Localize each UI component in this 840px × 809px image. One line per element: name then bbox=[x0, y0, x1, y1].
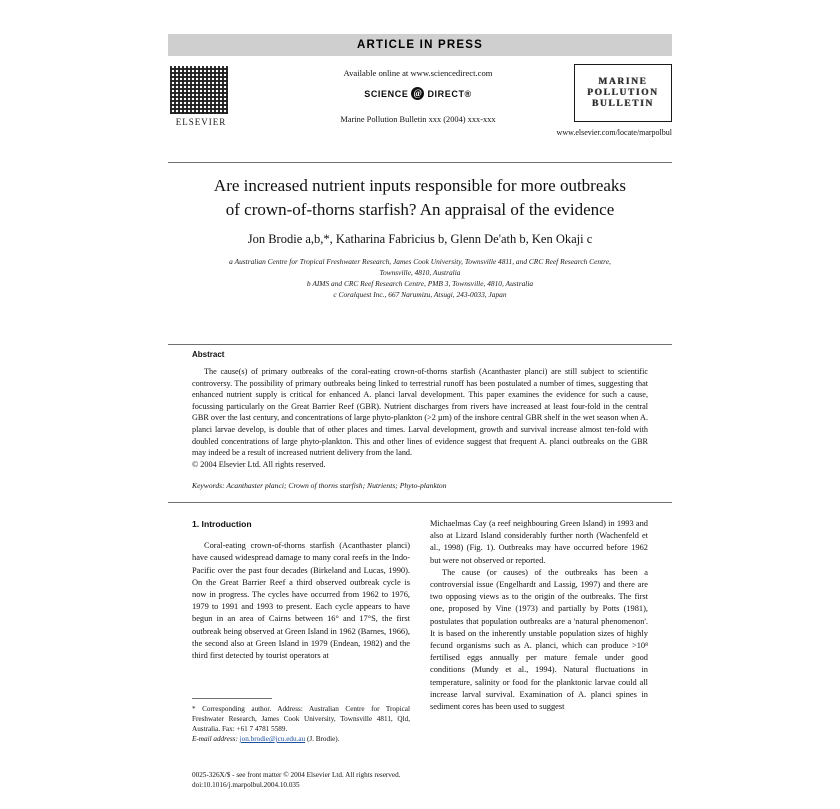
footnote-email-line bbox=[192, 734, 410, 744]
title-line-2: of crown-of-thorns starfish? An appraisal of the evidence bbox=[225, 200, 615, 219]
affiliation-b: b AIMS and CRC Reef Research Centre, PMB 3, Townsville, 4810, Australia bbox=[306, 279, 534, 288]
intro-paragraph-2: The cause (or causes) of the outbreaks has been a controversial issue (Engelhardt and Lassig, 1997) and there are two opposing views as to the origin of the outbreaks. The first one, proposed by Vine (1973) and partially by Potts (1981), postulates that population outbreaks are a 'natural phenomenon'. It is based on the inherently unstable population sizes of highly fecund organisms such as A. planci, which can produce >10⁸ fertilised eggs annually per mature female under good conditions (Mundy et al., 1994). Natural fluctuations in temperature, salinity or food for the planktonic larvae could all increase larval survival. Examination of A. planci spines in sediment cores has been used to suggest bbox=[430, 567, 648, 712]
corresponding-author-footnote bbox=[192, 704, 410, 744]
paper-page bbox=[168, 22, 672, 792]
elsevier-wordmark: ELSEVIER bbox=[175, 117, 227, 127]
available-online-text: Available online at www.sciencedirect.com bbox=[343, 68, 493, 78]
affiliation-a: a Australian Centre for Tropical Freshwater Research, James Cook University, Townsville 4811, and CRC Reef Research Centre, Townsville, 4810, Australia bbox=[229, 257, 611, 277]
column-right bbox=[430, 518, 648, 713]
journal-url: www.elsevier.com/locate/marpolbul bbox=[556, 128, 672, 137]
title-line-1: Are increased nutrient inputs responsible for more outbreaks bbox=[213, 176, 627, 195]
email-link[interactable]: jon.brodie@jcu.edu.au bbox=[239, 735, 306, 743]
logo-line-1: MARINE bbox=[598, 77, 648, 87]
journal-masthead bbox=[168, 62, 672, 154]
author-list: Jon Brodie a,b,*, Katharina Fabricius b, Glenn De'ath b, Ken Okaji c bbox=[247, 232, 593, 246]
at-symbol-icon: @ bbox=[411, 87, 424, 100]
article-in-press-label: ARTICLE IN PRESS bbox=[357, 39, 483, 51]
sciencedirect-word-science: SCIENCE bbox=[364, 88, 409, 99]
elsevier-logo bbox=[170, 66, 232, 132]
logo-line-2: POLLUTION bbox=[587, 88, 659, 98]
footnote-divider bbox=[192, 698, 272, 699]
sciencedirect-logo bbox=[258, 87, 578, 100]
article-in-press-banner bbox=[168, 34, 672, 56]
intro-paragraph-1-cont: Michaelmas Cay (a reef neighbouring Green Island) in 1993 and also at Lizard Island considerably further north (Wachenfeld et al., 1998) (Fig. 1). Outbreaks may have occurred before 1962 but were not observed or reported. bbox=[430, 519, 648, 565]
page-footer bbox=[192, 770, 648, 790]
sciencedirect-word-direct: DIRECT® bbox=[427, 88, 472, 99]
doi-line: doi:10.1016/j.marpolbul.2004.10.035 bbox=[192, 781, 300, 789]
column-left bbox=[192, 518, 410, 662]
email-suffix: (J. Brodie). bbox=[306, 735, 340, 743]
intro-paragraph-1: Coral-eating crown-of-thorns starfish (Acanthaster planci) have caused widespread damage to many coral reefs in the Indo-Pacific over the past four decades (Birkeland and Lucas, 1990). On the Great Barrier Reef a third observed outbreak cycle is now in progress. The cycles have occurred from 1962 to 1976, 1979 to 1991 and 1993 to present. Each cycle appears to have begun in an area of Cairns between 16° and 17°S, the first outbreak being observed at Green Island in 1962 (Barnes, 1966), the second also at Green Island in 1979 (Endean, 1982) and the third first detected by tourist operators at bbox=[192, 541, 410, 661]
abstract-heading: Abstract bbox=[192, 350, 225, 359]
marine-pollution-bulletin-logo bbox=[574, 64, 672, 122]
logo-line-3: BULLETIN bbox=[592, 99, 654, 109]
elsevier-tree-icon bbox=[170, 66, 228, 114]
affiliations bbox=[222, 256, 618, 300]
section-heading-introduction: 1. Introduction bbox=[192, 519, 252, 529]
page-title bbox=[192, 174, 648, 222]
email-label: E-mail address: bbox=[192, 735, 238, 743]
issn-copyright-line: 0025-326X/$ - see front matter © 2004 Elsevier Ltd. All rights reserved. bbox=[192, 771, 401, 779]
keywords-line: Keywords: Acanthaster planci; Crown of thorns starfish; Nutrients; Phyto-plankton bbox=[192, 481, 447, 490]
masthead-center bbox=[258, 62, 578, 124]
footnote-address: * Corresponding author. Address: Australian Centre for Tropical Freshwater Research, James Cook University, Townsville 4811, Qld, Australia. Fax: +61 7 4781 5589. bbox=[192, 705, 410, 733]
journal-citation-line: Marine Pollution Bulletin xxx (2004) xxx-xxx bbox=[340, 115, 496, 124]
masthead-divider bbox=[168, 162, 672, 163]
abstract-body bbox=[192, 366, 648, 470]
abstract-copyright: © 2004 Elsevier Ltd. All rights reserved. bbox=[192, 459, 326, 469]
abstract-text: The cause(s) of primary outbreaks of the coral-eating crown-of-thorns starfish (Acanthaster planci) are still subject to scientific controversy. The possibility of primary outbreaks being linked to terrestrial runoff has been postulated a number of times, suggesting that enhanced nutrient supply is critical for enhanced A. planci larval development. This paper examines the evidence for such a cause, focussing particularly on the Great Barrier Reef (GBR). Nutrient discharges from rivers have increased at least four-fold in the central GBR over the last century, and concentrations of large phyto-plankton (>2 µm) of the inshore central GBR shelf in the wet season when A. planci larvae develop, is double that of other places and times. Larval development, growth and survival increase almost ten-fold with doubled concentrations of large phyto-plankton. This and other lines of evidence suggest that frequent A. planci outbreaks on the GBR may indeed be a result of increased nutrient delivery from the land. bbox=[192, 367, 648, 458]
abstract-bottom-divider bbox=[168, 502, 672, 503]
abstract-top-divider bbox=[168, 344, 672, 345]
affiliation-c: c Coralquest Inc., 667 Narumizu, Atsugi, 243-0033, Japan bbox=[333, 290, 507, 299]
